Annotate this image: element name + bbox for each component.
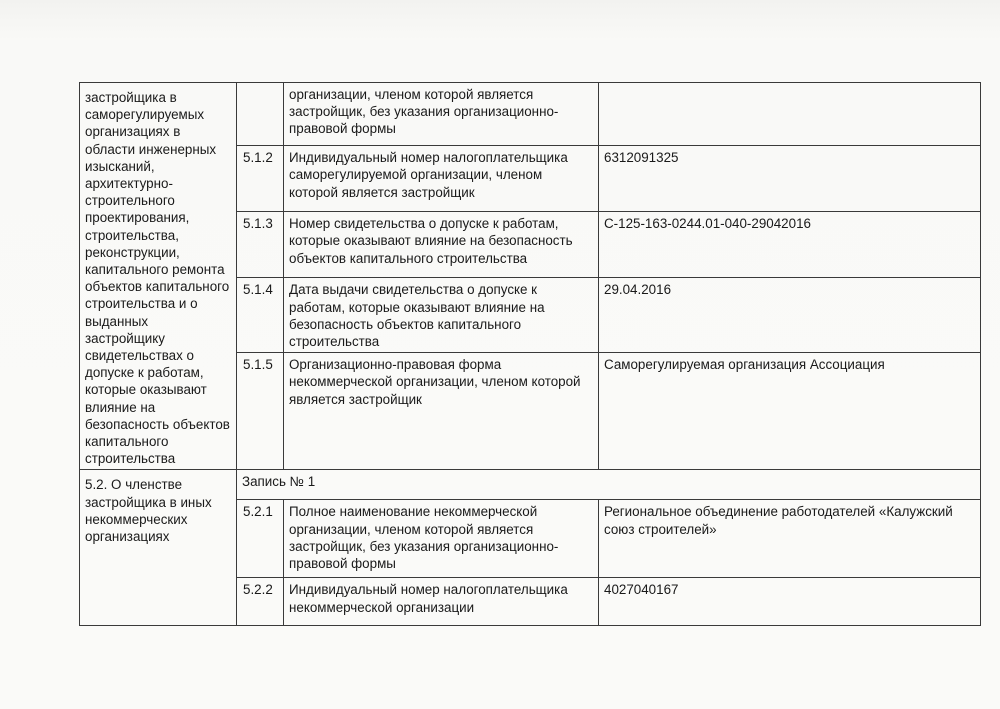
field-value: 6312091325 bbox=[599, 146, 981, 212]
row-number: 5.1.3 bbox=[237, 212, 284, 278]
field-value: С-125-163-0244.01-040-29042016 bbox=[599, 212, 981, 278]
row-number: 5.1.2 bbox=[237, 146, 284, 212]
table-row bbox=[80, 83, 981, 146]
section-label: застройщика в саморегулируемых организациях в области инженерных изысканий, архитектурно-строительного проектирования, строительства, реконструкции, капитального ремонта объектов капитального строительства и о выданных застройщику свидетельствах о допуске к работам, которые оказывают влияние на безопасность объектов капитального строительства bbox=[80, 83, 237, 470]
row-number: 5.2.2 bbox=[237, 578, 284, 626]
field-label: Дата выдачи свидетельства о допуске к работам, которые оказывают влияние на безопасность объектов капитального строительства bbox=[284, 278, 599, 353]
section-label: 5.2. О членстве застройщика в иных некоммерческих организациях bbox=[80, 470, 237, 626]
field-value: 4027040167 bbox=[599, 578, 981, 626]
record-label: Запись № 1 bbox=[237, 470, 981, 500]
field-label: Организационно-правовая форма некоммерческой организации, членом которой является застройщик bbox=[284, 353, 599, 470]
developer-info-table bbox=[79, 82, 981, 626]
field-label: организации, членом которой является застройщик, без указания организационно-правовой формы bbox=[284, 83, 599, 146]
field-label: Полное наименование некоммерческой организации, членом которой является застройщик, без указания организационно-правовой формы bbox=[284, 500, 599, 578]
row-number: 5.2.1 bbox=[237, 500, 284, 578]
field-value: Саморегулируемая организация Ассоциация bbox=[599, 353, 981, 470]
field-value bbox=[599, 83, 981, 146]
field-label: Индивидуальный номер налогоплательщика саморегулируемой организации, членом которой является застройщик bbox=[284, 146, 599, 212]
row-number: 5.1.5 bbox=[237, 353, 284, 470]
table-row bbox=[80, 470, 981, 500]
field-value: Региональное объединение работодателей «Калужский союз строителей» bbox=[599, 500, 981, 578]
row-number bbox=[237, 83, 284, 146]
row-number: 5.1.4 bbox=[237, 278, 284, 353]
field-label: Номер свидетельства о допуске к работам, которые оказывают влияние на безопасность объектов капитального строительства bbox=[284, 212, 599, 278]
field-value: 29.04.2016 bbox=[599, 278, 981, 353]
field-label: Индивидуальный номер налогоплательщика некоммерческой организации bbox=[284, 578, 599, 626]
